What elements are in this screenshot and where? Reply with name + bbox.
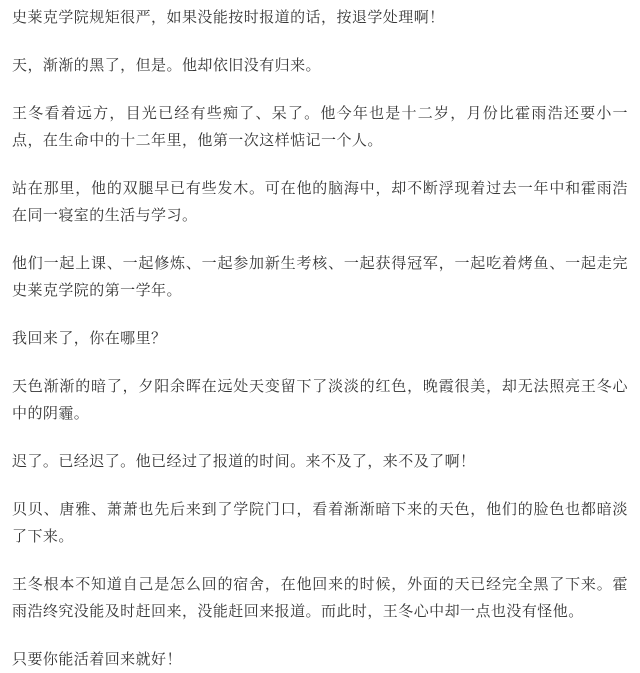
paragraph: 站在那里，他的双腿早已有些发木。可在他的脑海中，却不断浮现着过去一年中和霍雨浩在同一寝室的生活与学习。 [12,179,628,224]
paragraph: 只要你能活着回来就好！ [12,650,182,668]
paragraph: 天色渐渐的暗了，夕阳余晖在远处天变留下了淡淡的红色，晚霞很美，却无法照亮王冬心中的阴霾。 [12,377,628,422]
paragraph: 我回来了，你在哪里？ [12,329,167,347]
paragraph: 王冬根本不知道自己是怎么回的宿舍，在他回来的时候，外面的天已经完全黑了下来。霍雨浩终究没能及时赶回来，没能赶回来报道。而此时，王冬心中却一点也没有怪他。 [12,575,628,620]
paragraph: 贝贝、唐雅、萧萧也先后来到了学院门口，看着渐渐暗下来的天色，他们的脸色也都暗淡了下来。 [12,500,628,545]
paragraph: 王冬看着远方，目光已经有些痴了、呆了。他今年也是十二岁，月份比霍雨浩还要小一点，在生命中的十二年里，他第一次这样惦记一个人。 [12,104,628,149]
paragraph: 他们一起上课、一起修炼、一起参加新生考核、一起获得冠军，一起吃着烤鱼、一起走完史莱克学院的第一学年。 [12,254,628,299]
paragraph: 史莱克学院规矩很严，如果没能按时报道的话，按退学处理啊！ [12,8,445,26]
paragraph: 天，渐渐的黑了，但是。他却依旧没有归来。 [12,56,322,74]
paragraph: 迟了。已经迟了。他已经过了报道的时间。来不及了，来不及了啊！ [12,452,476,470]
